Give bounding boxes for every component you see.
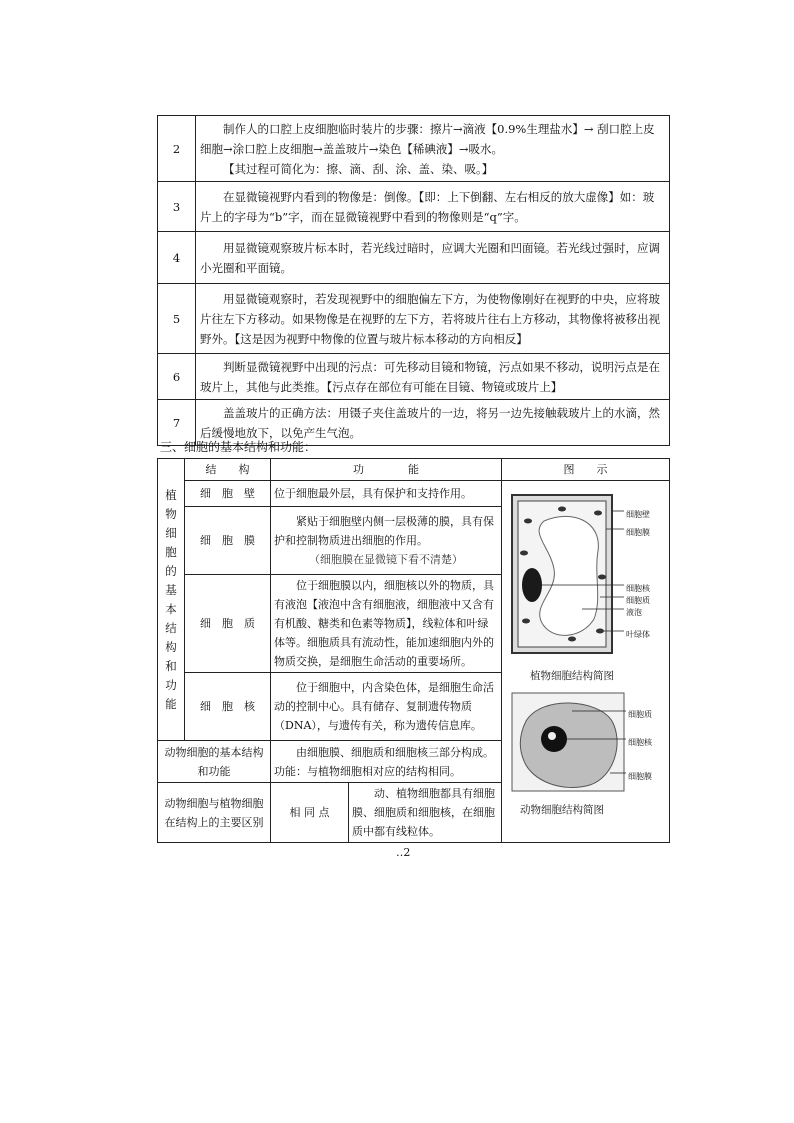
chloroplast <box>596 629 604 634</box>
cell-structure-table <box>157 458 670 843</box>
plant-figure-caption: 植物细胞结构简图 <box>530 670 614 682</box>
structure-nucleus: 细 胞 核 <box>185 673 271 741</box>
step-line: 用显微镜观察时，若发现视野中的细胞偏左下方，为使物像刚好在视野的中央，应将玻片往左下方移动。如果物像是在视野的左下方，若将玻片往右上方移动，其物像将被移出视野外。【这是因为视野中物像的位置与玻片标本移动的方向相反】 <box>200 291 660 346</box>
label-nucleus: 细胞核 <box>626 584 650 593</box>
function-cell-membrane <box>271 507 502 575</box>
structure-cell-wall: 细 胞 壁 <box>185 481 271 507</box>
function-note: （细胞膜在显微镜下看不清楚） <box>309 553 463 566</box>
table-row <box>158 354 670 400</box>
microscope-steps-table <box>157 115 670 446</box>
structure-cytoplasm: 细 胞 质 <box>185 575 271 673</box>
animal-structure-text: 由细胞膜、细胞质和细胞核三部分构成。功能：与植物细胞相对应的结构相同。 <box>271 741 502 783</box>
step-line: 在显微镜视野内看到的物像是：倒像。【即：上下倒翻、左右相反的放大虚像】如：玻片上的字母为“b”字，而在显微镜视野中看到的物像则是“q”字。 <box>200 189 655 224</box>
header-structure: 结 构 <box>185 459 271 481</box>
step-line: 用显微镜观察玻片标本时，若光线过暗时，应调大光圈和凹面镜。若光线过强时，应调小光圈和平面镜。 <box>200 240 660 275</box>
chloroplast <box>568 637 576 642</box>
side-char: 胞 <box>165 544 177 559</box>
chloroplast <box>598 575 606 580</box>
step-line: 【其过程可简化为：擦、滴、刮、涂、盖、染、吸。】 <box>223 161 494 176</box>
table-row <box>158 182 670 232</box>
side-char: 功 <box>165 677 177 692</box>
step-line: 制作人的口腔上皮细胞临时装片的步骤：擦片→滴液【0.9%生理盐水】→ 刮口腔上皮细胞→涂口腔上皮细胞→盖盖玻片→染色【稀碘液】→吸水。 <box>200 121 655 156</box>
label-chloroplast: 叶绿体 <box>626 630 650 639</box>
table-row <box>158 481 670 507</box>
same-text: 动、植物细胞都具有细胞膜、细胞质和细胞核，在细胞质中都有线粒体。 <box>349 783 502 843</box>
side-char: 本 <box>165 601 177 616</box>
side-char: 细 <box>165 525 177 540</box>
step-text <box>196 116 670 182</box>
label-animal-nucleus: 细胞核 <box>628 738 652 747</box>
header-function: 功 能 <box>271 459 502 481</box>
side-char: 基 <box>165 582 177 597</box>
row-number: 7 <box>158 400 196 446</box>
chloroplast <box>558 507 566 512</box>
step-line: 盖盖玻片的正确方法：用镊子夹住盖玻片的一边，将另一边先接触载玻片上的水滴，然后缓慢地放下，以免产生气泡。 <box>200 405 660 440</box>
function-cytoplasm: 位于细胞膜以内，细胞核以外的物质，具有液泡【液泡中含有细胞液，细胞液中又含有有机酸、糖类和色素等物质】，线粒体和叶绿体等。细胞质具有流动性，能加速细胞内外的物质交换，是细胞生命活动的重要场所。 <box>271 575 502 673</box>
step-text <box>196 182 670 232</box>
table-row <box>158 284 670 354</box>
table-header-row <box>158 459 670 481</box>
plant-nucleus <box>522 568 542 602</box>
plant-cell-figure <box>512 495 624 653</box>
side-char: 和 <box>165 658 177 673</box>
function-nucleus: 位于细胞中，内含染色体，是细胞生命活动的控制中心。具有储存、复制遗传物质（DNA），与遗传有关，称为遗传信息库。 <box>271 673 502 741</box>
structure-cell-membrane: 细 胞 膜 <box>185 507 271 575</box>
step-text <box>196 232 670 284</box>
label-cell-membrane: 细胞膜 <box>626 528 650 537</box>
label-animal-cytoplasm: 细胞质 <box>628 710 652 719</box>
row-number: 6 <box>158 354 196 400</box>
header-figure: 图 示 <box>502 459 670 481</box>
chloroplast <box>522 619 530 624</box>
animal-cell-body <box>520 703 617 788</box>
chloroplast <box>520 551 528 556</box>
row-number: 2 <box>158 116 196 182</box>
table-row <box>158 232 670 284</box>
side-char: 能 <box>165 696 177 711</box>
row-number: 4 <box>158 232 196 284</box>
side-char: 构 <box>165 639 177 654</box>
animal-figure-caption: 动物细胞结构简图 <box>520 804 604 816</box>
page-number: ‥2 <box>396 846 411 859</box>
side-char: 植 <box>165 487 177 502</box>
animal-structure-label: 动物细胞的基本结构和功能 <box>158 741 271 783</box>
difference-label: 动物细胞与植物细胞在结构上的主要区别 <box>158 783 271 843</box>
animal-cell-figure <box>512 693 626 791</box>
chloroplast <box>594 511 602 516</box>
step-line: 判断显微镜视野中出现的污点：可先移动目镜和物镜，污点如果不移动，说明污点是在玻片上，其他与此类推。【污点存在部位有可能在目镜、物镜或玻片上】 <box>200 359 660 394</box>
row-number: 3 <box>158 182 196 232</box>
chloroplast <box>524 519 532 524</box>
function-text: 紧贴于细胞壁内侧一层极薄的膜，具有保护和控制物质进出细胞的作用。 <box>274 515 494 547</box>
label-vacuole: 液泡 <box>626 608 642 617</box>
section-title: 三、细胞的基本结构和功能： <box>160 440 317 454</box>
table-row <box>158 116 670 182</box>
same-label: 相 同 点 <box>271 783 349 843</box>
side-char: 结 <box>165 620 177 635</box>
side-char: 物 <box>165 506 177 521</box>
step-text <box>196 354 670 400</box>
side-char: 的 <box>165 563 177 578</box>
function-cell-wall: 位于细胞最外层，具有保护和支持作用。 <box>271 481 502 507</box>
row-number: 5 <box>158 284 196 354</box>
label-cell-wall: 细胞壁 <box>626 510 650 519</box>
step-text <box>196 284 670 354</box>
label-cytoplasm: 细胞质 <box>626 596 650 605</box>
figures-cell <box>502 481 670 843</box>
plant-side-label <box>158 459 185 741</box>
label-animal-membrane: 细胞膜 <box>628 772 652 781</box>
